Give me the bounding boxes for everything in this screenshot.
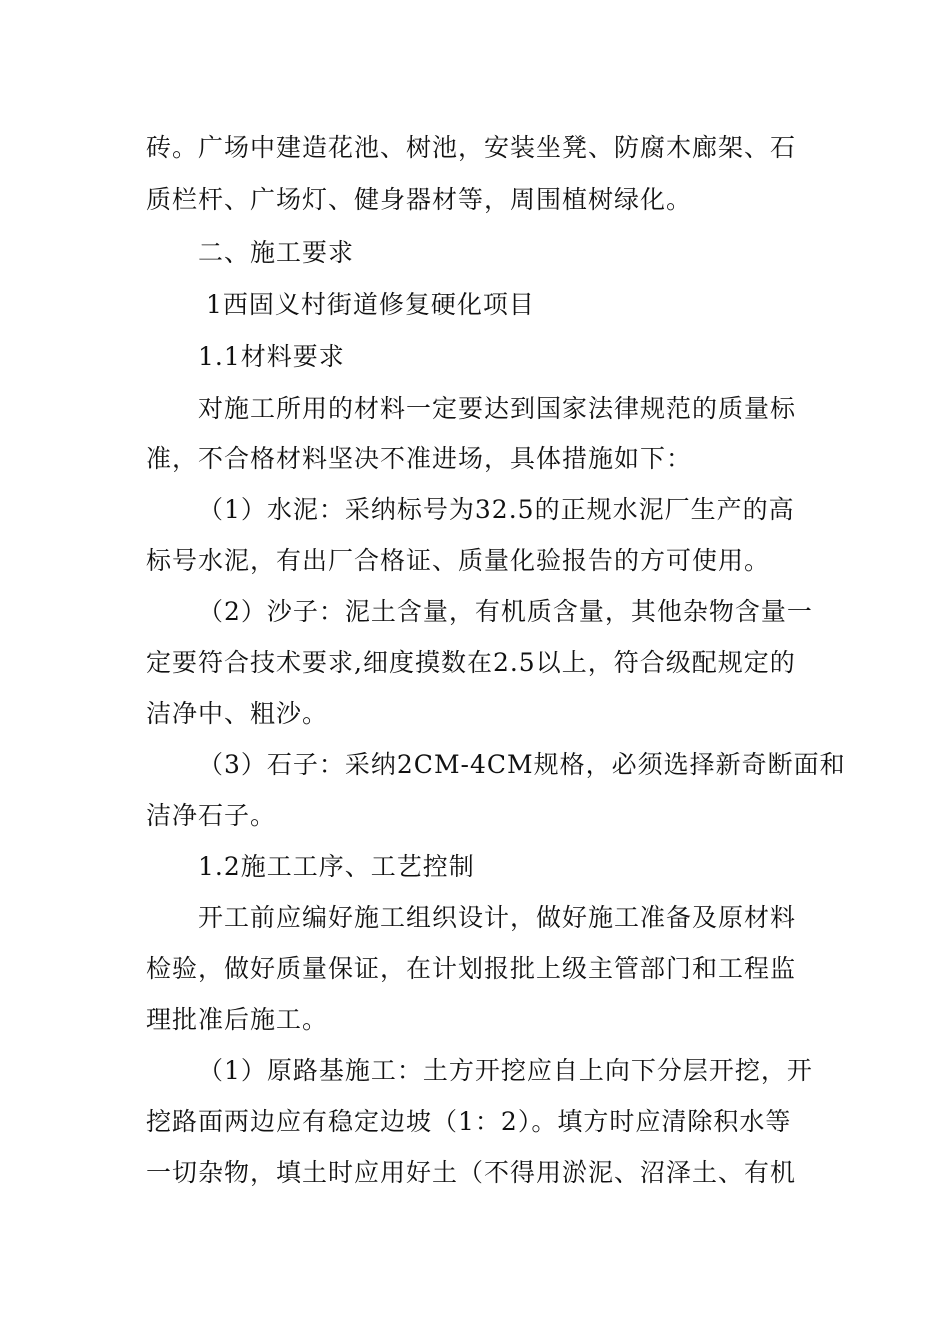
subsection-heading: 1.2施工工序、工艺控制 [198,852,475,881]
list-item-line: （1）原路基施工：土方开挖应自上向下分层开挖，开 [198,1056,813,1085]
paragraph-line: 挖路面两边应有稳定边坡（1：2）。填方时应清除积水等 [146,1107,792,1136]
section-heading: 二、施工要求 [198,238,355,267]
paragraph-line: 洁净中、粗沙。 [146,699,329,728]
paragraph-line: 标号水泥，有出厂合格证、质量化验报告的方可使用。 [146,546,771,575]
paragraph-line: 质栏杆、广场灯、健身器材等，周围植树绿化。 [146,185,693,214]
list-item-line: （3）石子：采纳2CM-4CM规格，必须选择新奇断面和 [198,750,846,779]
subsection-heading: 1西固义村街道修复硬化项目 [206,290,535,319]
paragraph-line: 一切杂物，填土时应用好土（不得用淤泥、沼泽土、有机 [146,1158,797,1187]
subsection-heading: 1.1材料要求 [198,342,345,371]
paragraph-line: 理批准后施工。 [146,1005,329,1034]
paragraph-line: 对施工所用的材料一定要达到国家法律规范的质量标 [198,394,797,423]
paragraph-line: 准，不合格材料坚决不准进场，具体措施如下： [146,444,693,473]
paragraph-line: 砖。广场中建造花池、树池，安装坐凳、防腐木廊架、石 [146,133,797,162]
paragraph-line: 检验，做好质量保证，在计划报批上级主管部门和工程监 [146,954,797,983]
paragraph-line: 洁净石子。 [146,801,277,830]
paragraph-line: 开工前应编好施工组织设计，做好施工准备及原材料 [198,903,797,932]
list-item-line: （2）沙子：泥土含量，有机质含量，其他杂物含量一 [198,597,813,626]
paragraph-line: 定要符合技术要求,细度摸数在2.5以上，符合级配规定的 [146,648,796,677]
list-item-line: （1）水泥：采纳标号为32.5的正规水泥厂生产的高 [198,495,795,524]
